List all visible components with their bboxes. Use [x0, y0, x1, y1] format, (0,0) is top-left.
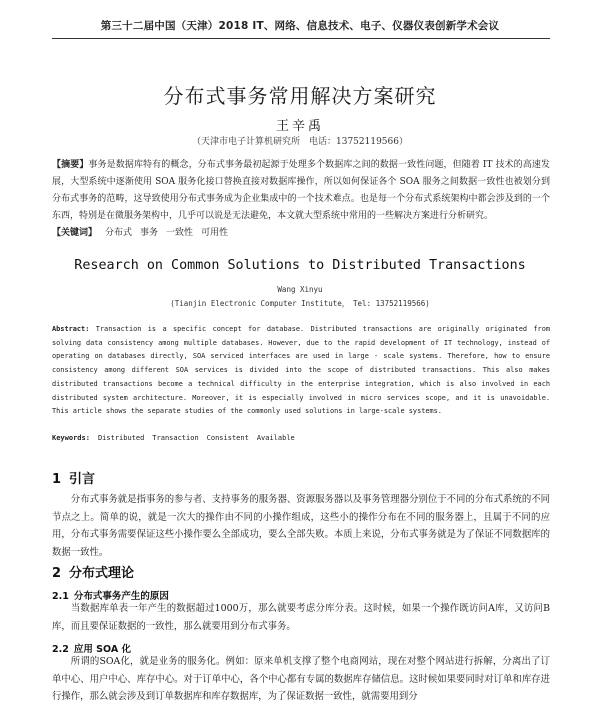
- keyword-chinese: 分布式: [105, 228, 133, 238]
- abstract-english-label: Abstract:: [52, 325, 90, 333]
- paper-title-chinese: 分布式事务常用解决方案研究: [163, 84, 437, 108]
- section-title: 分布式理论: [69, 566, 135, 581]
- running-header: 第三十二届中国（天津）2018 IT、网络、信息技术、电子、仪器仪表创新学术会议: [100, 20, 500, 32]
- keyword-chinese: 事务: [140, 228, 159, 238]
- subsection-number: 2.2: [52, 644, 69, 655]
- keyword-chinese: 一致性: [166, 228, 194, 238]
- section-heading-introduction: [52, 468, 95, 487]
- keywords-english-label: Keywords:: [52, 434, 90, 442]
- introduction-paragraph: 分布式事务就是指事务的参与者、支持事务的服务器、资源服务器以及事务管理器分别位于不同的分布式系统的不同节点之上。简单的说，就是一次大的操作由不同的小操作组成，这些小的操作分布在不同的服务器上，且属于不同的应用，分布式事务需要保证这些小操作要么全部成功，要么全部失败。本质上来说，分布式事务就是为了保证不同数据库的数据一致性。: [52, 494, 550, 558]
- subsection-title: 应用 SOA 化: [73, 644, 131, 655]
- affiliation-chinese: （天津市电子计算机研究所 电话：13752119566）: [192, 137, 408, 147]
- section-number: 1: [52, 472, 62, 487]
- causes-paragraph: 当数据库单表一年产生的数据超过1000万，那么就要考虑分库分表。这时候，如果一个操作既访问A库，又访问B库，而且要保证数据的一致性，那么就要用到分布式事务。: [52, 603, 550, 632]
- paper-title-english: Research on Common Solutions to Distributed Transactions: [74, 258, 526, 273]
- keywords-chinese-label: 【关键词】: [52, 228, 98, 238]
- soa-paragraph: 所谓的SOA化，就是业务的服务化。例如：原来单机支撑了整个电商网站，现在对整个网站进行拆解，分离出了订单中心、用户中心、库存中心。对于订单中心，各个中心都有专属的数据库存储信息。这时候如果要同时对订单和库存进行操作，那么就会涉及到订单数据库和库存数据库，为了保证数据一致性，就需要用到分: [52, 656, 550, 702]
- author-chinese: 王辛禹: [275, 119, 324, 134]
- abstract-chinese: [52, 157, 550, 225]
- abstract-chinese-label: 【摘要】: [52, 160, 89, 170]
- subsection-title: 分布式事务产生的原因: [73, 591, 169, 602]
- section-number: 2: [52, 566, 62, 581]
- section-heading-distributed-theory: [52, 562, 134, 581]
- abstract-english-text: Transaction is a specific concept for database. Distributed transactions are originally originated from solving data consistency among multiple databases. However, due to the rapid development of IT technology, instead of operating on databases directly, SOA serviced interfaces are used in large - scale systems. Therefore, how to ensure consistency among different SOA services is divided into the scope of distributed transactions. This also makes distributed transactions become a technical difficulty in the enterprise integration, which is also involved in each distributed system architecture. Moreover, it is especially involved in micro services scope, and it is unavoidable. This article shows the separate studies of the commonly used solutions in large-scale systems.: [52, 325, 550, 416]
- keywords-chinese: [52, 225, 550, 238]
- keyword-english: Distributed: [97, 434, 145, 442]
- keyword-chinese: 可用性: [201, 228, 229, 238]
- abstract-english: [52, 323, 550, 419]
- abstract-chinese-text: 事务是数据库特有的概念，分布式事务最初起源于处理多个数据库之间的数据一致性问题，但随着 IT 技术的高速发展，大型系统中逐渐使用 SOA 服务化接口替换直接对数据库操作，所以如何保证各个 SOA 服务之间数据一致性也被划分到分布式事务的范畴，这导致使用分布式事务成为企业集成中的一个技术难点。也是每一个分布式系统架构中都会涉及到的一个东西，特别是在微服务架构中，几乎可以说是无法避免，本文就大型系统中常用的一些解决方案进行分析研究。: [52, 160, 550, 221]
- header-rule: [52, 38, 550, 39]
- affiliation-english: (Tianjin Electronic Computer Institute， Tel: 13752119566): [170, 299, 430, 308]
- author-english: Wang Xinyu: [277, 285, 323, 294]
- keyword-english: Available: [256, 434, 295, 442]
- keyword-english: Consistent: [206, 434, 249, 442]
- keywords-english: [52, 434, 550, 442]
- subsection-number: 2.1: [52, 591, 69, 602]
- keyword-english: Transaction: [152, 434, 199, 442]
- section-title: 引言: [69, 472, 96, 487]
